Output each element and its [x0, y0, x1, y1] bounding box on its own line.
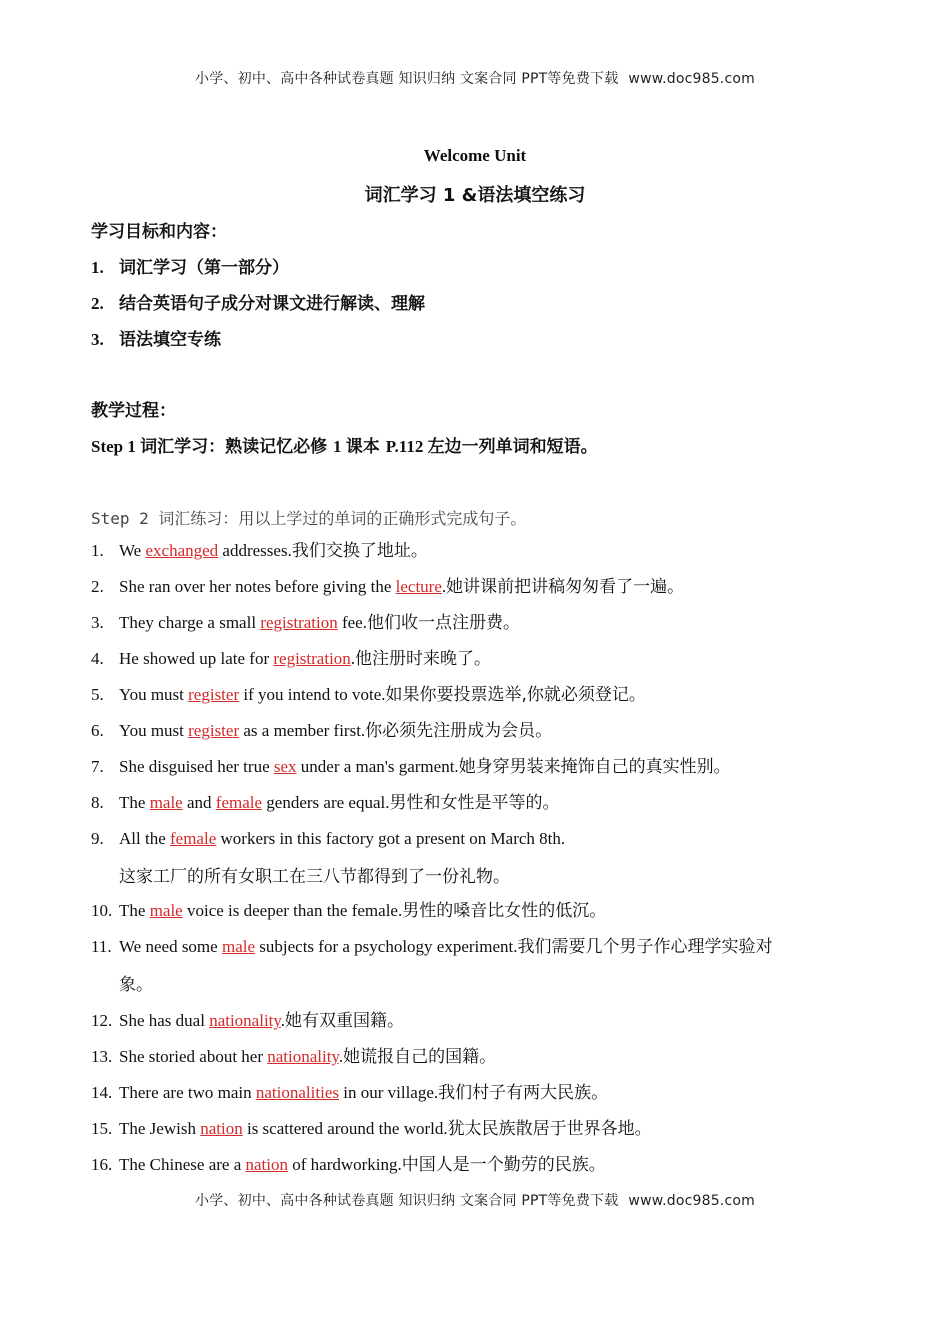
exercise-answer: registration — [260, 613, 338, 632]
exercise-answer: nation — [200, 1119, 243, 1138]
header-text: 小学、初中、高中各种试卷真题 知识归纳 文案合同 PPT等免费下载 — [195, 71, 619, 87]
exercise-post: is scattered around the world. — [242, 1119, 448, 1138]
exercise-num: 8. — [91, 793, 104, 812]
exercise-num: 11. — [91, 937, 112, 956]
objectives-heading: 学习目标和内容： — [91, 222, 227, 242]
exercise-translation: 他注册时来晚了。 — [355, 649, 492, 669]
exercise-pre: There are two main — [119, 1083, 256, 1102]
exercise-translation: 中国人是一个勤劳的民族。 — [401, 1155, 606, 1175]
exercise-num: 6. — [91, 721, 104, 740]
exercise-post: . — [441, 577, 447, 596]
objective-num: 1. — [91, 258, 104, 277]
exercise-item — [91, 576, 871, 598]
exercise-item — [91, 936, 871, 996]
exercise-translation: 如果你要投票选举,你就必须登记。 — [385, 685, 646, 705]
exercise-post: subjects for a psychology experiment. — [255, 937, 518, 956]
exercise-answer: exchanged — [145, 541, 219, 560]
exercise-post: fee. — [337, 613, 367, 632]
exercise-translation: 男性和女性是平等的。 — [389, 793, 560, 813]
exercise-item — [91, 900, 871, 922]
objective-item — [91, 289, 425, 314]
step2-line: Step 2 词汇练习：用以上学过的单词的正确形式完成句子。 — [91, 509, 527, 528]
exercise-answer: male — [149, 793, 183, 812]
exercise-num: 15. — [91, 1119, 113, 1138]
exercise-translation: 她谎报自己的国籍。 — [343, 1047, 497, 1067]
exercise-pre: She disguised her true — [119, 757, 274, 776]
exercise-post: in our village. — [338, 1083, 439, 1102]
exercise-num: 9. — [91, 829, 104, 848]
header-site: www.doc985.com — [628, 71, 755, 87]
exercise-answer: register — [188, 721, 240, 740]
exercise-pre: She ran over her notes before giving the — [119, 577, 396, 596]
exercise-num: 2. — [91, 577, 104, 596]
exercise-answer: nationalities — [255, 1083, 339, 1102]
exercise-item — [91, 1046, 871, 1068]
exercise-post: as a member first. — [239, 721, 366, 740]
exercise-post: if you intend to vote. — [239, 685, 386, 704]
exercise-pre: The Chinese are a — [119, 1155, 246, 1174]
exercise-translation: 她身穿男装来掩饰自己的真实性别。 — [458, 757, 731, 777]
exercise-mid: and — [182, 793, 216, 812]
objective-num: 3. — [91, 330, 104, 349]
exercise-pre: She has dual — [119, 1011, 210, 1030]
exercise-pre: He showed up late for — [119, 649, 274, 668]
exercise-post: . — [280, 1011, 286, 1030]
exercise-num: 3. — [91, 613, 104, 632]
exercise-pre: The — [119, 901, 150, 920]
exercise-num: 4. — [91, 649, 104, 668]
exercise-pre: You must — [119, 721, 189, 740]
page-title: Welcome Unit — [423, 146, 527, 165]
exercise-post: workers in this factory got a present on March 8th. — [216, 829, 566, 848]
exercise-post: . — [338, 1047, 344, 1066]
exercise-answer: register — [188, 685, 240, 704]
exercise-item — [91, 1010, 871, 1032]
exercise-item — [91, 684, 871, 706]
objective-text: 结合英语句子成分对课文进行解读、理解 — [119, 294, 425, 314]
exercise-translation: 她讲课前把讲稿匆匆看了一遍。 — [446, 577, 685, 597]
exercise-post: voice is deeper than the female. — [182, 901, 403, 920]
exercise-pre: We — [119, 541, 146, 560]
exercise-answer: female — [215, 793, 263, 812]
exercise-post: addresses. — [218, 541, 292, 560]
step1-part: 课本 — [345, 437, 386, 457]
exercise-item — [91, 720, 871, 742]
exercise-translation: 犹太民族散居于世界各地。 — [447, 1119, 652, 1139]
step1-part: P.112 — [385, 437, 428, 456]
exercise-answer: nation — [245, 1155, 288, 1174]
objective-item — [91, 325, 221, 350]
exercise-num: 12. — [91, 1011, 113, 1030]
exercise-post: . — [350, 649, 356, 668]
footer-site: www.doc985.com — [628, 1193, 755, 1209]
exercise-answer: registration — [273, 649, 351, 668]
exercise-translation: 我们交换了地址。 — [291, 541, 428, 561]
exercise-pre: They charge a small — [119, 613, 261, 632]
exercise-item — [91, 1082, 871, 1104]
process-heading: 教学过程： — [91, 401, 176, 421]
exercise-translation: 我们需要几个男子作心理学实验对 — [517, 937, 773, 957]
exercise-num: 13. — [91, 1047, 113, 1066]
exercise-num: 1. — [91, 541, 104, 560]
step1-part: 左边一列单词和短语。 — [427, 437, 598, 457]
footer-text: 小学、初中、高中各种试卷真题 知识归纳 文案合同 PPT等免费下载 — [195, 1193, 619, 1209]
exercise-pre: The — [119, 793, 150, 812]
exercise-translation: 她有双重国籍。 — [285, 1011, 405, 1031]
exercise-pre: You must — [119, 685, 189, 704]
exercise-item — [91, 612, 871, 634]
exercise-item — [91, 540, 871, 562]
step1-part: 1 — [333, 437, 346, 456]
exercise-num: 5. — [91, 685, 104, 704]
exercise-answer: female — [170, 829, 217, 848]
exercise-item — [91, 756, 871, 778]
exercise-post: under a man's garment. — [296, 757, 459, 776]
exercise-item — [91, 828, 871, 888]
exercise-translation: 我们村子有两大民族。 — [438, 1083, 609, 1103]
objective-text: 词汇学习（第一部分） — [119, 258, 289, 278]
exercise-answer: nationality — [267, 1047, 339, 1066]
exercise-num: 16. — [91, 1155, 113, 1174]
step1-part: 词汇学习：熟读记忆必修 — [140, 437, 334, 457]
exercise-answer: nationality — [209, 1011, 281, 1030]
exercise-post: genders are equal. — [262, 793, 390, 812]
exercise-num: 14. — [91, 1083, 113, 1102]
exercise-num: 10. — [91, 901, 113, 920]
exercise-item — [91, 648, 871, 670]
objective-item — [91, 253, 289, 278]
objective-text: 语法填空专练 — [119, 330, 221, 350]
exercise-post: of hardworking. — [288, 1155, 402, 1174]
exercise-answer: sex — [273, 757, 297, 776]
page-subtitle: 词汇学习 1 &语法填空练习 — [364, 185, 586, 206]
exercise-answer: male — [149, 901, 183, 920]
exercise-answer: male — [221, 937, 256, 956]
exercise-pre: She storied about her — [119, 1047, 268, 1066]
objective-num: 2. — [91, 294, 104, 313]
exercise-translation: 他们收一点注册费。 — [366, 613, 520, 633]
exercise-item — [91, 1154, 871, 1176]
page-header — [0, 68, 950, 88]
exercise-pre: We need some — [119, 937, 222, 956]
exercise-answer: lecture — [395, 577, 442, 596]
exercise-translation-cont: 象。 — [119, 975, 153, 995]
step1-part: Step 1 — [91, 437, 141, 456]
exercise-pre: The Jewish — [119, 1119, 201, 1138]
exercise-item — [91, 792, 871, 814]
step1-line — [91, 432, 598, 457]
exercise-translation: 你必须先注册成为会员。 — [365, 721, 553, 741]
exercise-num: 7. — [91, 757, 104, 776]
exercise-translation: 男性的嗓音比女性的低沉。 — [402, 901, 607, 921]
exercise-pre: All the — [119, 829, 170, 848]
page-footer — [0, 1190, 950, 1210]
exercise-item — [91, 1118, 871, 1140]
exercise-translation-cont: 这家工厂的所有女职工在三八节都得到了一份礼物。 — [119, 867, 510, 887]
